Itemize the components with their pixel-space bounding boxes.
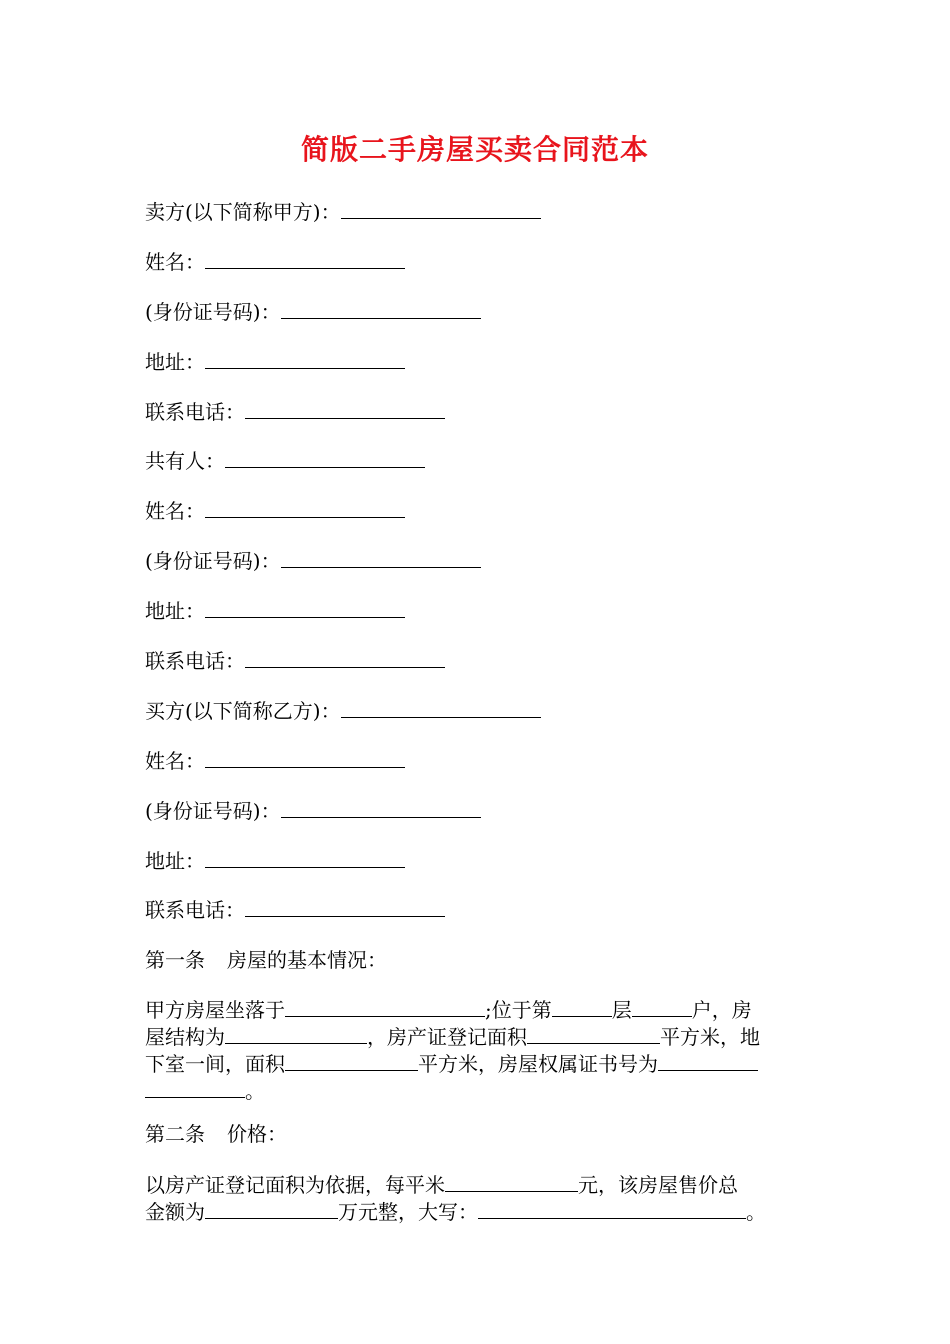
seller-name-line	[145, 242, 810, 292]
article2-text: 以房产证登记面积为依据，每平米	[145, 1173, 445, 1197]
co-owner-id-line	[145, 541, 810, 591]
buyer-phone-line	[145, 890, 810, 940]
article2-title: 价格：	[227, 1122, 287, 1146]
buyer-address-label: 地址：	[145, 848, 205, 873]
buyer-id-blank[interactable]	[281, 791, 481, 818]
article1-text: 。	[245, 1079, 265, 1103]
article1-text: 层	[611, 998, 632, 1022]
buyer-name-label: 姓名：	[145, 748, 205, 773]
article2-text: 金额为	[145, 1200, 205, 1224]
party-fields	[145, 192, 810, 940]
article1-title: 房屋的基本情况：	[227, 948, 387, 972]
unit-blank[interactable]	[632, 996, 692, 1017]
article1-line4	[145, 1077, 807, 1104]
article1-text: 平方米，地	[660, 1025, 760, 1049]
article1-text: 户，房	[691, 998, 752, 1022]
buyer-phone-label: 联系电话：	[145, 898, 245, 923]
article2-line1	[145, 1171, 807, 1198]
article2-heading	[145, 1114, 287, 1154]
seller-phone-label: 联系电话：	[145, 399, 245, 424]
seller-address-line	[145, 342, 810, 392]
seller-phone-line	[145, 392, 810, 442]
co-owner-name-blank[interactable]	[205, 491, 405, 518]
article1-body	[145, 996, 807, 1104]
article1-text: 屋结构为	[145, 1025, 225, 1049]
article2-body	[145, 1171, 807, 1225]
document-title: 简版二手房屋买卖合同范本	[300, 133, 649, 166]
article2-number: 第二条	[145, 1122, 205, 1146]
seller-name-label: 姓名：	[145, 249, 205, 274]
seller-address-blank[interactable]	[205, 342, 405, 369]
article1-number: 第一条	[145, 948, 205, 972]
article1-heading	[145, 940, 387, 980]
buyer-heading-line	[145, 691, 810, 741]
price-per-sqm-blank[interactable]	[445, 1171, 578, 1192]
co-owner-heading-line	[145, 441, 810, 491]
article1-line2	[145, 1023, 807, 1050]
area-blank[interactable]	[527, 1023, 660, 1044]
article2-text: 。	[746, 1200, 766, 1224]
seller-phone-blank[interactable]	[245, 392, 445, 419]
co-owner-phone-label: 联系电话：	[145, 649, 245, 674]
seller-id-line	[145, 292, 810, 342]
price-in-words-blank[interactable]	[478, 1198, 746, 1219]
article1-text: ，房产证登记面积	[367, 1025, 527, 1049]
article1-text: 平方米，房屋权属证书号为	[418, 1052, 658, 1076]
buyer-id-label: (身份证号码)：	[145, 798, 281, 823]
buyer-heading: 买方(以下简称乙方)：	[145, 698, 341, 723]
article2-text: 万元整，大写：	[338, 1200, 478, 1224]
co-owner-name-label: 姓名：	[145, 499, 205, 524]
buyer-phone-blank[interactable]	[245, 890, 445, 917]
buyer-blank[interactable]	[341, 691, 541, 718]
seller-id-label: (身份证号码)：	[145, 299, 281, 324]
article1-text: 下室一间，面积	[145, 1052, 285, 1076]
article1-text: ;位于第	[485, 998, 552, 1022]
co-owner-address-blank[interactable]	[205, 591, 405, 618]
basement-area-blank[interactable]	[285, 1050, 418, 1071]
buyer-name-blank[interactable]	[205, 741, 405, 768]
seller-name-blank[interactable]	[205, 242, 405, 269]
co-owner-heading: 共有人：	[145, 449, 225, 474]
buyer-id-line	[145, 791, 810, 841]
floor-blank[interactable]	[552, 996, 612, 1017]
co-owner-id-label: (身份证号码)：	[145, 549, 281, 574]
buyer-name-line	[145, 741, 810, 791]
co-owner-id-blank[interactable]	[281, 541, 481, 568]
buyer-address-line	[145, 841, 810, 891]
certificate-number-blank[interactable]	[658, 1050, 758, 1071]
co-owner-phone-blank[interactable]	[245, 641, 445, 668]
article1-line1	[145, 996, 807, 1023]
buyer-address-blank[interactable]	[205, 841, 405, 868]
co-owner-blank[interactable]	[225, 441, 425, 468]
co-owner-address-label: 地址：	[145, 599, 205, 624]
certificate-number-blank-cont[interactable]	[145, 1077, 245, 1098]
seller-heading: 卖方(以下简称甲方)：	[145, 200, 341, 224]
co-owner-address-line	[145, 591, 810, 641]
total-price-blank[interactable]	[205, 1198, 338, 1219]
seller-address-label: 地址：	[145, 349, 205, 374]
article1-text: 甲方房屋坐落于	[145, 998, 285, 1022]
article1-line3	[145, 1050, 807, 1077]
article2-line2	[145, 1198, 807, 1225]
co-owner-name-line	[145, 491, 810, 541]
article2-text: 元，该房屋售价总	[578, 1173, 738, 1197]
seller-blank[interactable]	[341, 192, 541, 219]
seller-id-blank[interactable]	[281, 292, 481, 319]
seller-heading-line	[145, 192, 810, 242]
location-blank[interactable]	[285, 996, 485, 1017]
structure-blank[interactable]	[225, 1023, 367, 1044]
co-owner-phone-line	[145, 641, 810, 691]
